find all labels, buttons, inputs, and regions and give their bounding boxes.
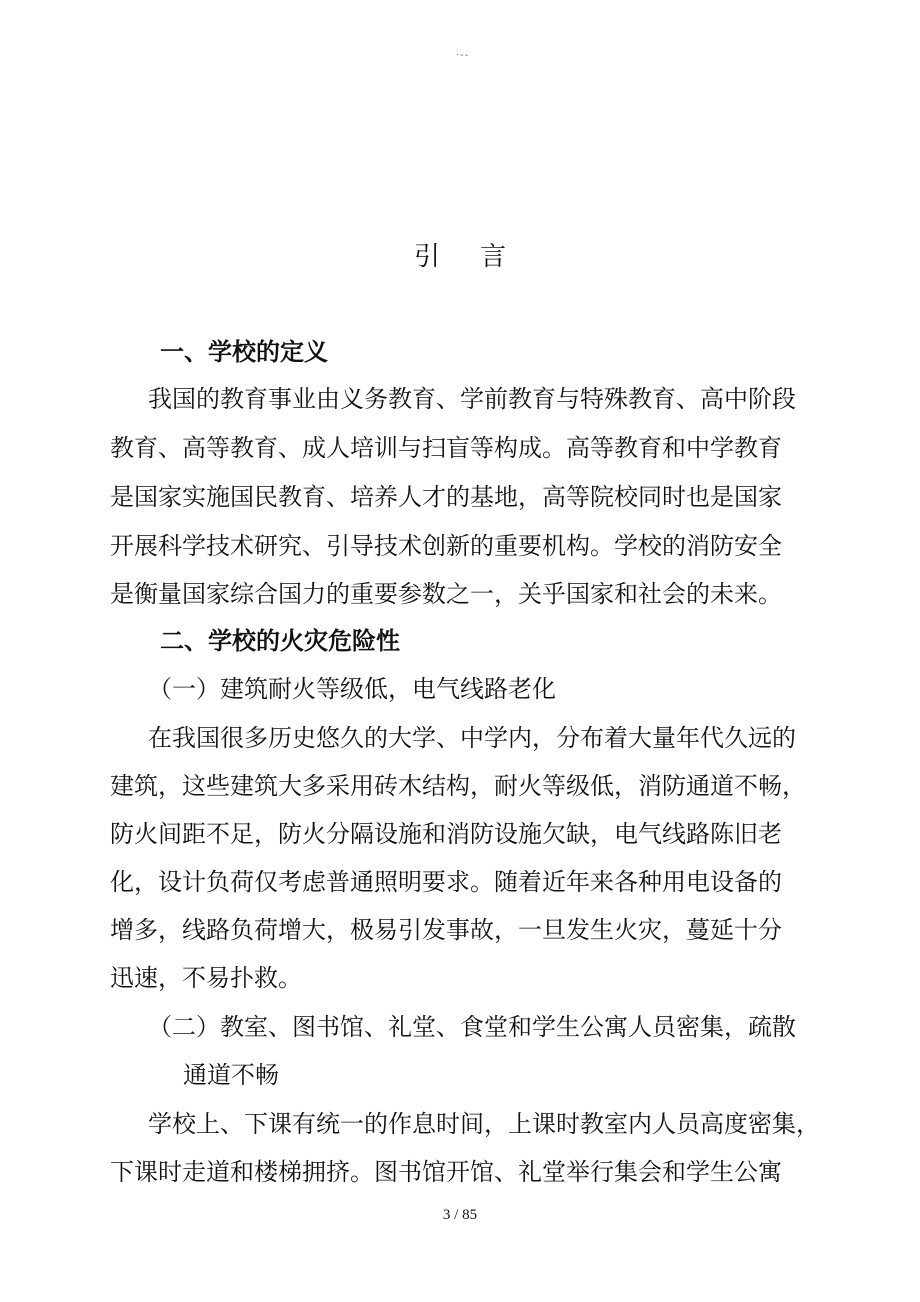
- page-number: 3 / 85: [442, 1207, 478, 1223]
- paragraph-line: 在我国很多历史悠久的大学、中学内，分布着大量年代久远的: [148, 724, 796, 752]
- paragraph-line: 开展科学技术研究、引导技术创新的重要机构。学校的消防安全: [110, 532, 782, 560]
- paragraph-line: 增多，线路负荷增大，极易引发事故，一旦发生火灾，蔓延十分: [110, 916, 782, 944]
- paragraph-line: 建筑，这些建筑大多采用砖木结构，耐火等级低，消防通道不畅，: [110, 772, 806, 800]
- section-heading-2: 二、学校的火灾危险性: [160, 627, 400, 655]
- subheading-1: （一）建筑耐火等级低，电气线路老化: [148, 675, 556, 703]
- paragraph-line: 迅速，不易扑救。: [110, 964, 302, 992]
- paragraph-line: 化，设计负荷仅考虑普通照明要求。随着近年来各种用电设备的: [110, 868, 782, 896]
- page-title: 引言: [413, 242, 546, 272]
- paragraph-line: 是国家实施国民教育、培养人才的基地，高等院校同时也是国家: [110, 483, 782, 511]
- section-heading-1: 一、学校的定义: [160, 338, 328, 366]
- subheading-2: （二）教室、图书馆、礼堂、食堂和学生公寓人员密集，疏散: [148, 1013, 796, 1041]
- subheading-2-continued: 通道不畅: [183, 1061, 279, 1089]
- paragraph-line: 我国的教育事业由义务教育、学前教育与特殊教育、高中阶段: [148, 385, 796, 413]
- paragraph-line: 下课时走道和楼梯拥挤。图书馆开馆、礼堂举行集会和学生公寓: [110, 1158, 782, 1186]
- paragraph-line: 教育、高等教育、成人培训与扫盲等构成。高等教育和中学教育: [110, 434, 782, 462]
- paragraph-line: 学校上、下课有统一的作息时间，上课时教室内人员高度密集，: [148, 1110, 820, 1138]
- paragraph-line: 防火间距不足，防火分隔设施和消防设施欠缺，电气线路陈旧老: [110, 820, 782, 848]
- header-mark: ·--: [456, 50, 470, 61]
- paragraph-line: 是衡量国家综合国力的重要参数之一，关乎国家和社会的未来。: [110, 580, 782, 608]
